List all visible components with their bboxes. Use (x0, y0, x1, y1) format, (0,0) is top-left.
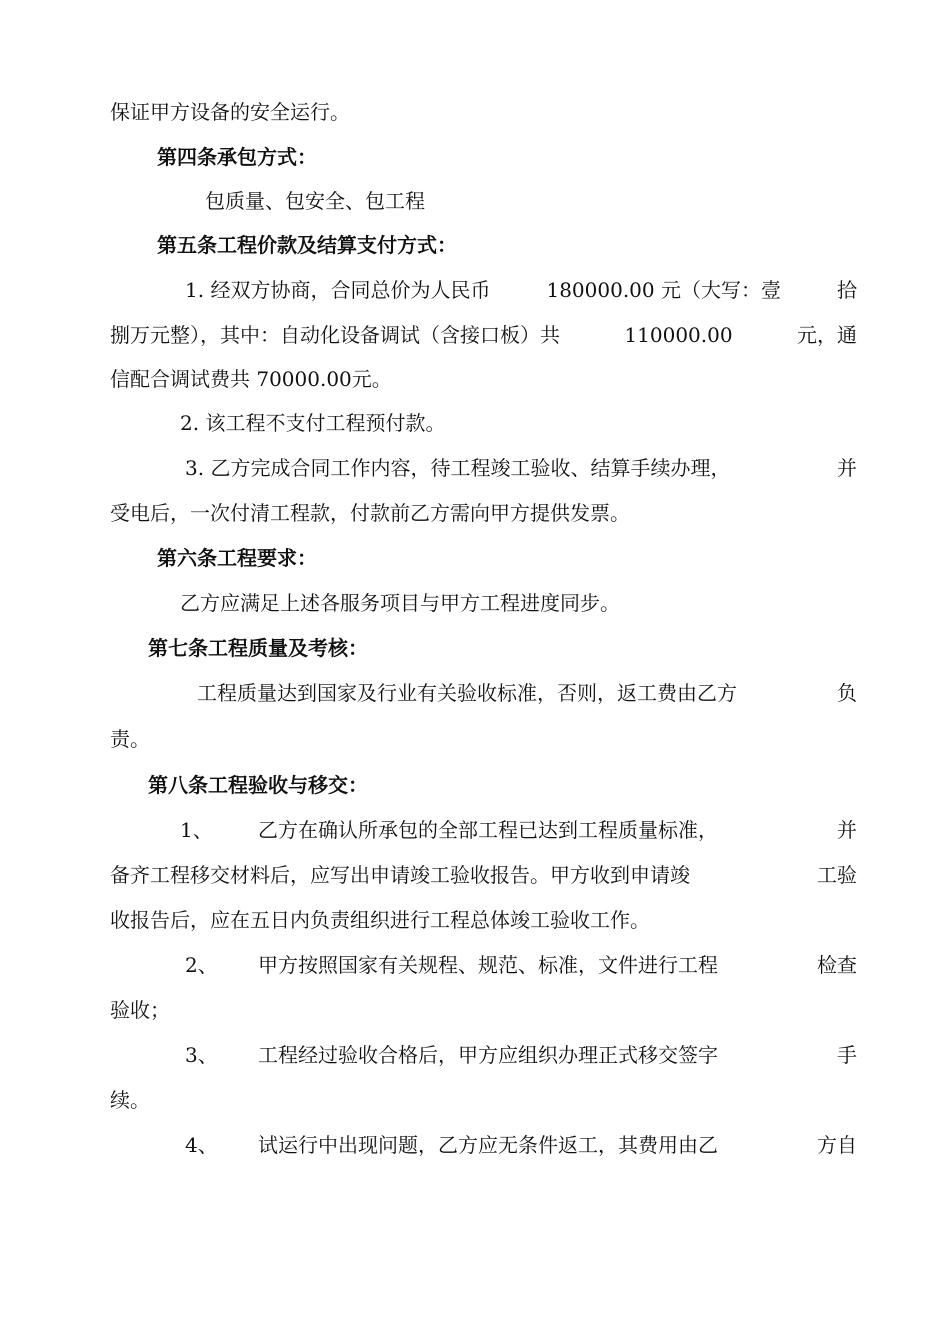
text-segment: 180000.00 元（大写：壹 (546, 278, 781, 302)
item-number: 2、 (185, 953, 218, 977)
article-8-item-1-line-1 (180, 815, 857, 845)
article-8-item-3-line-2: 续。 (110, 1088, 150, 1112)
text-segment: 工程经过验收合格后，甲方应组织办理正式移交签字 (258, 1043, 718, 1067)
text-segment: 乙方在确认所承包的全部工程已达到工程质量标准， (258, 818, 718, 842)
article-5-item-1-line-3: 信配合调试费共 70000.00元。 (110, 367, 392, 391)
article-5-item-2: 2. 该工程不支付工程预付款。 (180, 411, 446, 435)
article-7-heading: 第七条工程质量及考核： (148, 636, 368, 660)
article-8-item-1-line-2 (110, 860, 857, 890)
article-4-heading: 第四条承包方式： (157, 145, 317, 169)
text-segment: 甲方按照国家有关规程、规范、标准，文件进行工程 (258, 953, 718, 977)
text-segment: 方自 (817, 1133, 857, 1157)
article-5-item-1-line-2 (110, 320, 857, 350)
text-segment: 110000.00 (624, 323, 733, 347)
text-segment: 手 (837, 1043, 857, 1067)
text-segment: 试运行中出现问题，乙方应无条件返工，其费用由乙 (258, 1133, 718, 1157)
text-segment: 负 (837, 681, 857, 705)
text-segment: 元，通 (797, 323, 857, 347)
text-segment: 1. 经双方协商，合同总价为人民币 (185, 278, 491, 302)
article-5-item-1-line-1 (185, 275, 857, 305)
article-8-item-4-line-1 (185, 1130, 857, 1160)
article-8-item-2-line-2: 验收； (110, 998, 170, 1022)
article-5-heading: 第五条工程价款及结算支付方式： (157, 233, 457, 257)
article-8-heading: 第八条工程验收与移交： (148, 773, 368, 797)
article-8-item-3-line-1 (185, 1040, 857, 1070)
text-segment: 3. 乙方完成合同工作内容，待工程竣工验收、结算手续办理， (185, 456, 731, 480)
item-number: 4、 (185, 1133, 218, 1157)
article-6-text: 乙方应满足上述各服务项目与甲方工程进度同步。 (180, 591, 620, 615)
article-6-heading: 第六条工程要求： (157, 546, 317, 570)
article-7-text-line-2: 责。 (110, 727, 150, 751)
item-number: 1、 (180, 818, 213, 842)
article-5-item-3-line-2: 受电后，一次付清工程款，付款前乙方需向甲方提供发票。 (110, 501, 630, 525)
text-segment: 检查 (817, 953, 857, 977)
article-4-text: 包质量、包安全、包工程 (205, 189, 425, 213)
paragraph-line: 保证甲方设备的安全运行。 (110, 100, 350, 124)
article-5-item-3-line-1 (185, 453, 857, 483)
text-segment: 备齐工程移交材料后，应写出申请竣工验收报告。甲方收到申请竣 (110, 863, 690, 887)
article-8-item-2-line-1 (185, 950, 857, 980)
text-segment: 并 (837, 818, 857, 842)
article-7-text-line-1 (197, 678, 857, 708)
article-8-item-1-line-3: 收报告后，应在五日内负责组织进行工程总体竣工验收工作。 (110, 908, 650, 932)
text-segment: 工验 (817, 863, 857, 887)
text-segment: 拾 (837, 278, 857, 302)
item-number: 3、 (185, 1043, 218, 1067)
text-segment: 捌万元整），其中：自动化设备调试（含接口板）共 (110, 323, 560, 347)
text-segment: 并 (837, 456, 857, 480)
text-segment: 工程质量达到国家及行业有关验收标准，否则，返工费由乙方 (197, 681, 737, 705)
